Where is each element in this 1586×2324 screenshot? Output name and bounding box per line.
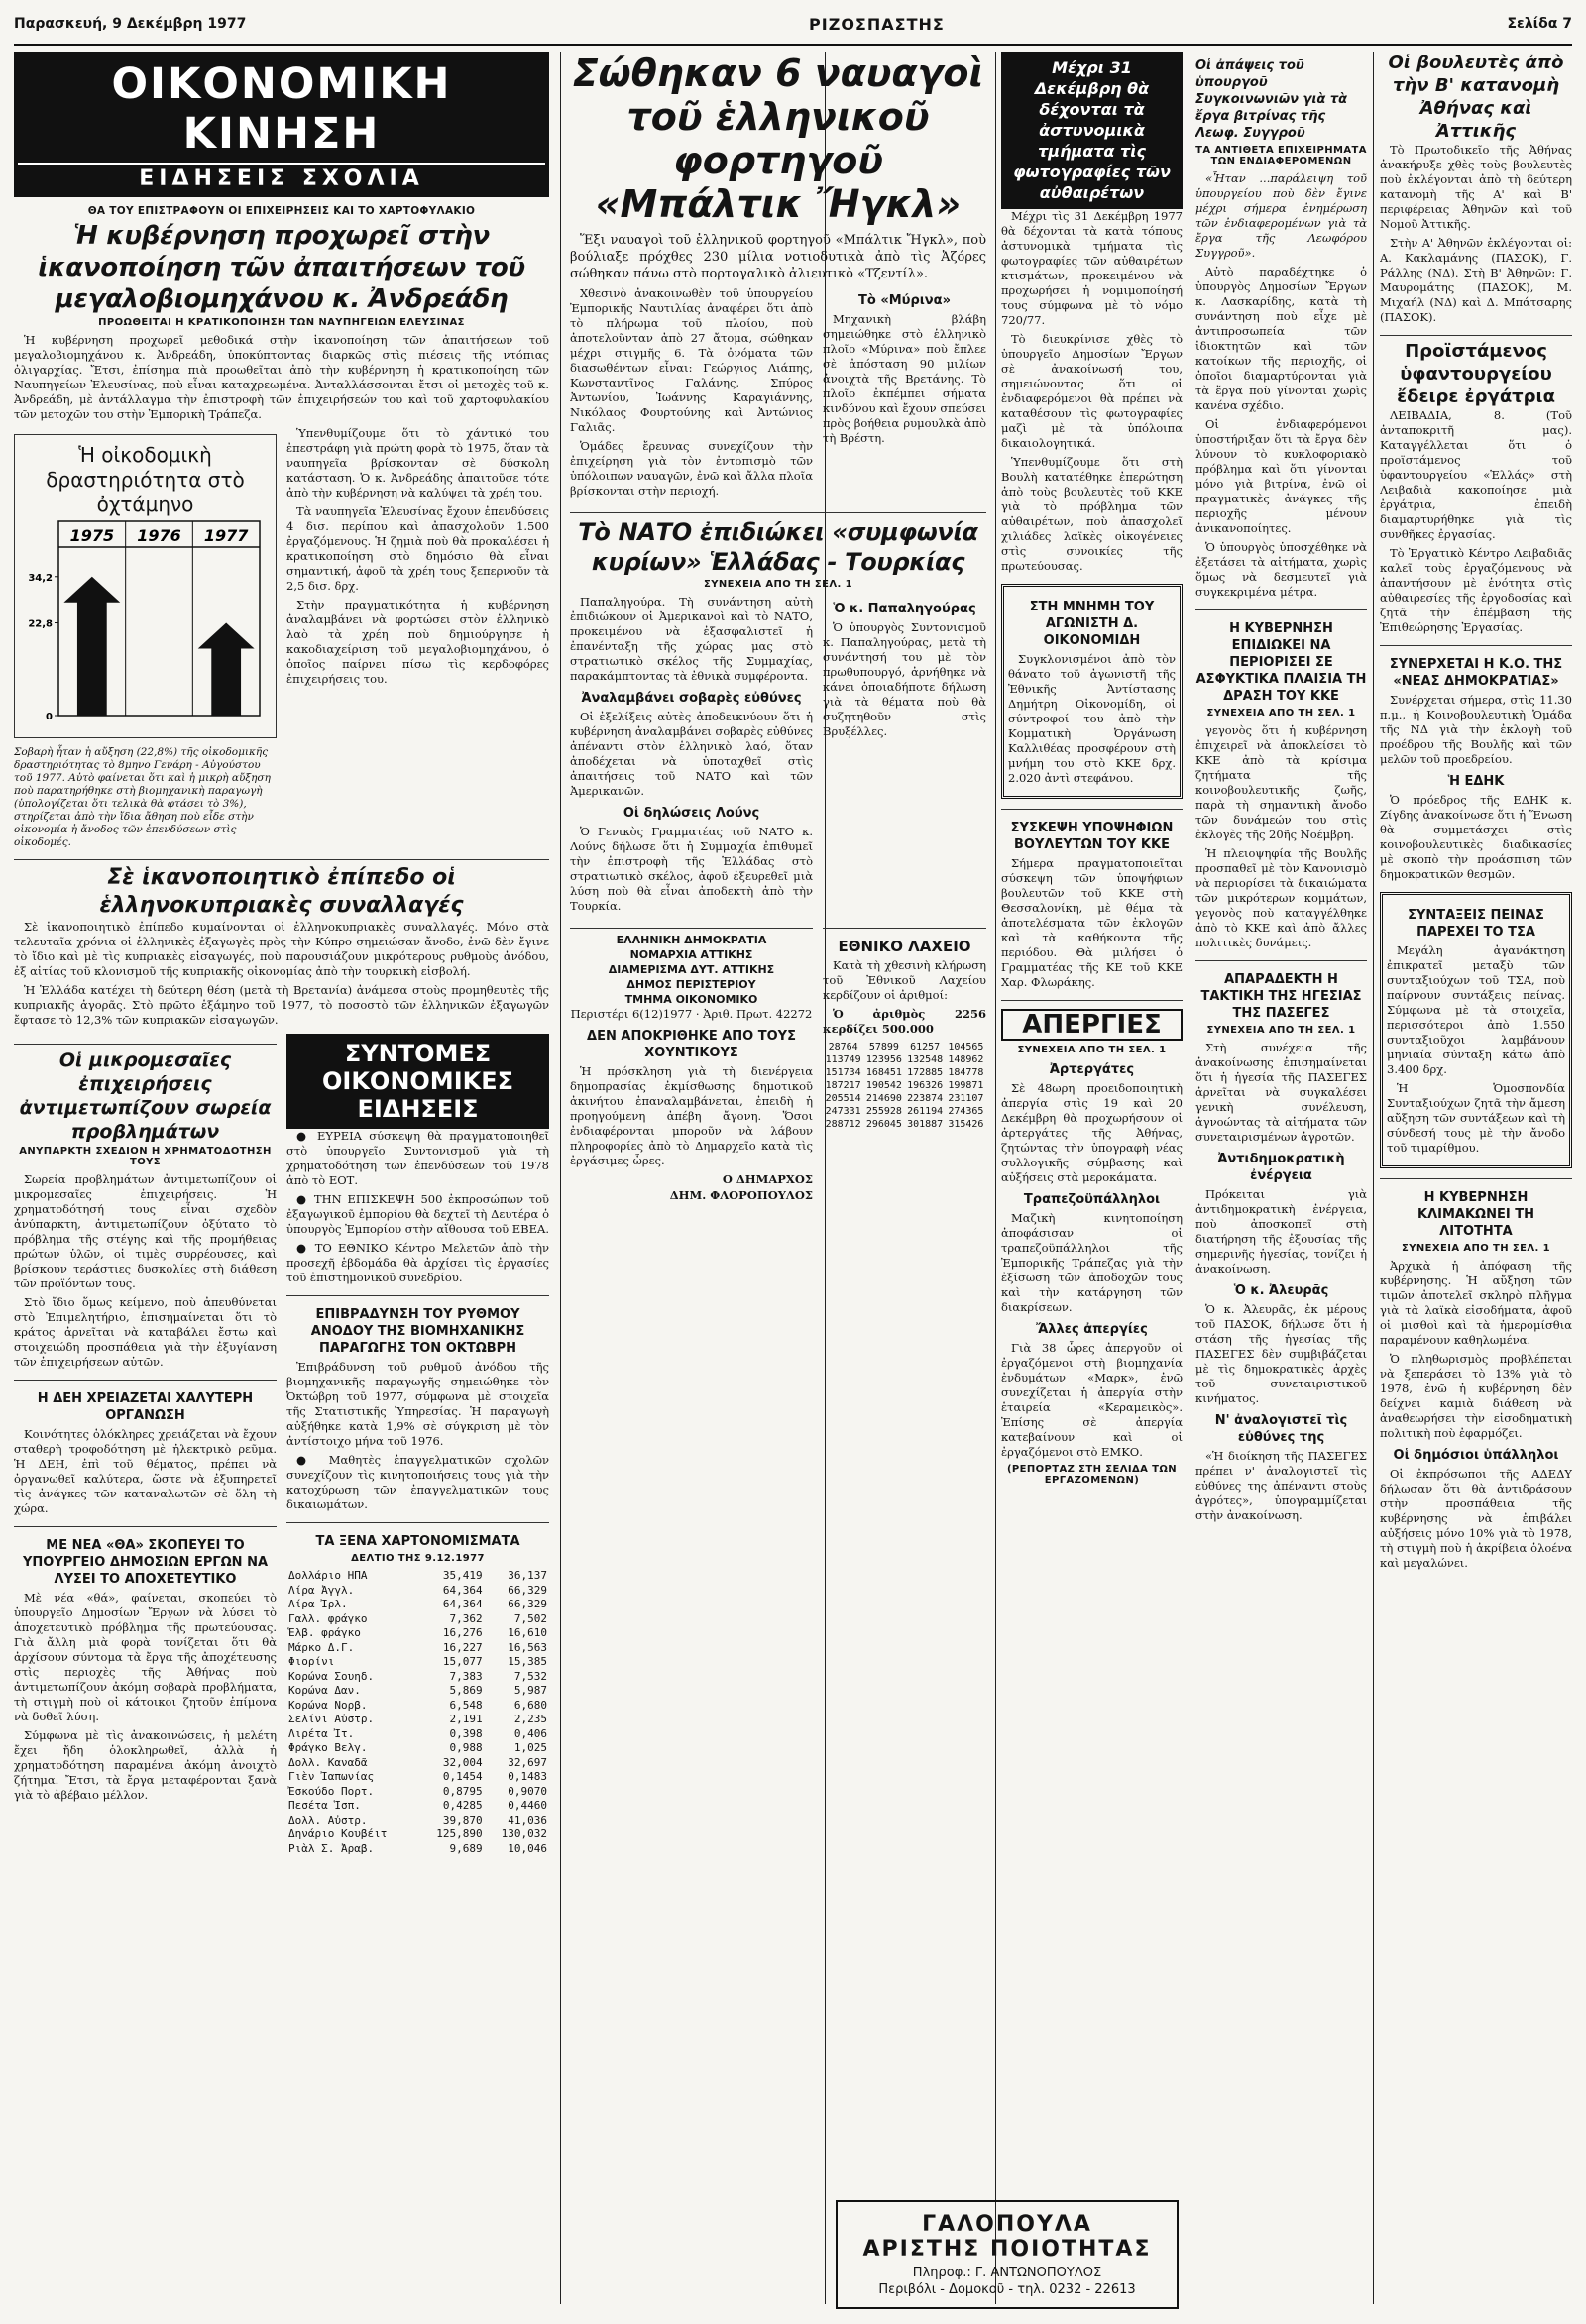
syngrou-headline: Οἱ ἀπάψεις τοῦ ὑπουργοῦ Συγκοινωνιῶν γιὰ τὰ ἔργα βιτρίνας τῆς Λεωφ. Συγγροῦ xyxy=(1195,58,1348,141)
notice-ref: Περιστέρι 6(12)1977 · Ἀριθ. Πρωτ. 42272 xyxy=(570,1007,813,1021)
notice-header-2: ΔΙΑΜΕΡΙΣΜΑ ΔΥΤ. ΑΤΤΙΚΗΣ xyxy=(608,963,775,976)
fx-row xyxy=(286,1799,549,1814)
fx-rate: 0,1483 xyxy=(508,1770,547,1783)
fx-row xyxy=(286,1814,549,1828)
fx-currency: Δηνάριο Κουβέιτ xyxy=(288,1827,388,1840)
lottery-number: 301887 xyxy=(907,1119,944,1130)
mps-body: Τὸ Πρωτοδικεῖο τῆς Ἀθήνας ἀνακήρυξε χθὲς τοὺς βουλευτὲς ποὺ ἐκλέγονται ἀπὸ τὴ δεύτερη κατανομὴ τῆς Α' καὶ Β' περιφέρειας Ἀθηνῶν καὶ τοῦ Νομοῦ Ἀττικῆς. xyxy=(1380,143,1572,231)
fx-rate: 39,870 xyxy=(442,1813,483,1826)
strikes-title: ΑΠΕΡΓΙΕΣ xyxy=(1001,1009,1183,1041)
lottery-number: 168451 xyxy=(865,1067,902,1078)
photo-body: Μέχρι τὶς 31 Δεκέμβρη 1977 θὰ δέχονται τὰ κατὰ τόπους ἀστυνομικὰ τμήματα τὶς φωτογραφίες τῶν αὐθαιρέτων κτισμάτων, προκειμένου νὰ προχωρήσει ἡ νομιμοποίησή τους σύμφωνα μὲ τὸ νόμο 720/77. xyxy=(1001,209,1183,327)
fx-rate: 7,532 xyxy=(513,1669,547,1683)
austerity-body: Ἀρχικὰ ἡ ἀπόφαση τῆς κυβέρνησης. Ἡ αὔξηση τῶν τιμῶν ἀποτελεῖ σκληρὸ πλῆγμα γιὰ τὰ λαϊκὰ εἰσοδήματα, ἀφοῦ οἱ μισθοὶ καὶ τὰ ἡμερομίσθια παραμένουν καθηλωμένα. xyxy=(1380,1259,1572,1347)
works-body: Σύμφωνα μὲ τὶς ἀνακοινώσεις, ἡ μελέτη ἔχει ἤδη ὁλοκληρωθεῖ, ἀλλὰ ἡ χρηματοδότηση παραμένει ἀκόμη ἀνοιχτὸ ζήτημα. Ἔτσι, τὰ ἔργα μεταφέρονται ξανὰ γιὰ τὸ ἀβέβαιο μέλλον. xyxy=(14,1728,277,1802)
fx-rate: 66,329 xyxy=(508,1598,547,1610)
fx-row xyxy=(286,1684,549,1699)
strikes-body: Σὲ 48ωρη προειδοποιητικὴ ἀπεργία στὶς 19 καὶ 20 Δεκέμβρη θὰ προχωρήσουν οἱ ἀρτεργάτες τῆς Ἀθήνας, ζητώντας τὴν ὑπογραφὴ νέας συλλογικῆς σύμβασης καὶ αὐξήσεις στὰ μεροκάματα. xyxy=(1001,1081,1183,1184)
fx-row xyxy=(286,1727,549,1742)
notice-header-1: ΝΟΜΑΡΧΙΑ ΑΤΤΙΚΗΣ xyxy=(629,948,753,961)
column-divider xyxy=(1373,52,1374,2304)
tactic-body: «Ἡ διοίκηση τῆς ΠΑΣΕΓΕΣ πρέπει ν' ἀναλογιστεῖ τὶς εὐθύνες της ἀπέναντι στοὺς ἀγρότες», ὑπογραμμίζεται στὴν ἀνακοίνωση. xyxy=(1195,1449,1367,1522)
lottery-number: 223874 xyxy=(907,1093,944,1104)
strikes-footer: (ΡΕΠΟΡΤΑΖ ΣΤΗ ΣΕΛΙΔΑ ΤΩΝ ΕΡΓΑΖΟΜΕΝΩΝ) xyxy=(1006,1464,1178,1486)
factory-article xyxy=(1380,335,1572,635)
column-divider xyxy=(995,52,996,2304)
fx-rate: 125,890 xyxy=(436,1827,483,1840)
chart-category-label: 1977 xyxy=(203,526,249,545)
fx-row xyxy=(286,1713,549,1727)
column-divider xyxy=(1189,52,1190,2304)
fx-rate: 16,610 xyxy=(508,1626,547,1639)
masthead-rule xyxy=(14,44,1572,46)
austerity-article xyxy=(1380,1178,1572,1571)
fx-table xyxy=(286,1569,549,1856)
fx-rate: 5,869 xyxy=(449,1684,483,1697)
tactic-article xyxy=(1195,960,1367,1523)
article-text: Τὰ ναυπηγεῖα Ἐλευσίνας ἔχουν ἐπενδύσεις 4 δισ. περίπου καὶ ἀπασχολοῦν 1.500 ἐργαζόμενους. Ἡ ζημιὰ ποὺ θὰ προκαλέσει ἡ κρατικοποίηση στὸ δημόσιο θὰ εἶναι σημαντική, ἀφοῦ τὰ χρέη τους ξεπερνοῦν τὰ 2,5 δισ. δρχ. xyxy=(286,504,549,593)
column-divider xyxy=(560,52,561,2304)
construction-chart xyxy=(14,434,277,738)
fx-rate: 7,383 xyxy=(449,1669,483,1683)
small-business-headline: Οἱ μικρομεσαῖες ἐπιχειρήσεις ἀντιμετωπίζουν σωρεία προβλημάτων xyxy=(19,1050,272,1143)
fx-rate: 0,988 xyxy=(449,1741,483,1754)
crisis-kicker: ΣΥΝΕΧΕΙΑ ΑΠΟ ΤΗ ΣΕΛ. 1 xyxy=(1206,708,1356,719)
fx-rate: 0,398 xyxy=(449,1726,483,1740)
strikes-kicker: ΣΥΝΕΧΕΙΑ ΑΠΟ ΤΗ ΣΕΛ. 1 xyxy=(1017,1045,1167,1055)
photo-body: Ὑπενθυμίζουμε ὅτι στὴ Βουλὴ κατατέθηκε ἐπερώτηση ἀπὸ τοὺς βουλευτὲς τοῦ ΚΚΕ γιὰ τὸ πρόβλημα τῶν αὐθαιρέτων, ποὺ ἀπασχολεῖ χιλιάδες λαϊκὲς οἰκογένειες στὶς συνοικίες τῆς πρωτεύουσας. xyxy=(1001,455,1183,573)
fx-rate: 9,689 xyxy=(449,1841,483,1855)
strikes-sub: Τραπεζοϋπάλληλοι xyxy=(1023,1192,1161,1207)
syngrou-body: Οἱ ἐνδιαφερόμενοι ὑποστήριξαν ὅτι τὰ ἔργα δὲν λύνουν τὸ κυκλοφοριακὸ πρόβλημα καὶ ὅτι γίνονται μόνο γιὰ βιτρίνα, ἐνῶ οἱ πραγματικὲς ἀνάγκες τῆς περιοχῆς μένουν ἀνικανοποίητες. xyxy=(1195,417,1367,535)
memory-box xyxy=(1001,584,1183,799)
fx-rate: 0,4285 xyxy=(442,1799,483,1812)
fx-rate: 41,036 xyxy=(508,1813,547,1826)
fx-rate: 10,046 xyxy=(508,1841,547,1855)
austerity-kicker: ΣΥΝΕΧΕΙΑ ΑΠΟ ΤΗ ΣΕΛ. 1 xyxy=(1402,1243,1550,1254)
fx-currency: Ἐσκούδο Πορτ. xyxy=(288,1784,375,1798)
short-news-item: ● ΤΗΝ ΕΠΙΣΚΕΨΗ 500 ἐκπροσώπων τοῦ ἐξαγωγικοῦ ἐμπορίου θὰ δεχτεῖ τὴ Δευτέρα ὁ ὑπουργὸς Ἐμπορίου στὴν αἴθουσα τοῦ ΕΒΕΑ. xyxy=(286,1192,549,1236)
works-headline: ΜΕ ΝΕΑ «ΘΑ» ΣΚΟΠΕΥΕΙ ΤΟ ΥΠΟΥΡΓΕΙΟ ΔΗΜΟΣΙΩΝ ΕΡΓΩΝ ΝΑ ΛΥΣΕΙ ΤΟ ΑΠΟΧΕΤΕΥΤΙΚΟ xyxy=(22,1538,269,1587)
strikes-body: Γιὰ 38 ὧρες ἀπεργοῦν οἱ ἐργαζόμενοι στὴ βιομηχανία ἐνδυμάτων «Μαρκ», ἐνῶ συνεχίζεται ἡ ἀπεργία στὴν ἑταιρεία «Κεραμεικὸς». Ἐπίσης σὲ ἀπεργία κατεβαίνουν καὶ οἱ ἐργαζόμενοι στὸ ΕΜΚΟ. xyxy=(1001,1341,1183,1459)
section-banner xyxy=(14,52,549,197)
lottery-first: Ὁ ἀριθμὸς 2256 κερδίζει 500.000 xyxy=(823,1007,986,1036)
chart-svg xyxy=(23,517,266,725)
lottery-number: 296045 xyxy=(865,1119,902,1130)
fx-rate: 7,362 xyxy=(449,1611,483,1625)
fx-currency: Λίρα Ἰρλ. xyxy=(288,1598,348,1610)
photo-headline: Μέχρι 31 Δεκέμβρη θὰ δέχονται τὰ ἀστυνομικὰ τμήματα τὶς φωτογραφίες τῶν αὐθαιρέτων xyxy=(1001,52,1183,209)
fx-rate: 15,385 xyxy=(508,1655,547,1668)
fx-rate: 130,032 xyxy=(501,1827,547,1840)
candidates-article xyxy=(1001,809,1183,990)
fx-currency: Ἑλβ. φράγκο xyxy=(288,1626,361,1639)
fx-row xyxy=(286,1741,549,1756)
austerity-sub: Οἱ δημόσιοι ὑπάλληλοι xyxy=(1393,1448,1559,1463)
fx-rate: 0,1454 xyxy=(442,1770,483,1783)
fx-currency: Κορώνα Σουηδ. xyxy=(288,1669,375,1683)
notice-body: Ἡ πρόσκληση γιὰ τὴ διενέργεια δημοπρασίας ἐκμίσθωσης δημοτικοῦ ἀκινήτου ἐπαναλαμβάνεται, ἐπειδὴ ἡ προηγούμενη ἀπέβη ἄγονη. Ὅσοι ἐνδιαφέρονται μποροῦν νὰ λάβουν πληροφορίες ἀπὸ τὸ Δημαρχεῖο κατὰ τὶς ἐργάσιμες ὧρες. xyxy=(570,1064,813,1167)
fx-table-section xyxy=(286,1522,549,1856)
murina-subheadline: Τὸ «Μύρινα» xyxy=(858,293,951,308)
austerity-body: Οἱ ἐκπρόσωποι τῆς ΑΔΕΔΥ δήλωσαν ὅτι θὰ ἀντιδράσουν στὴν προσπάθεια τῆς κυβέρνησης νὰ ἐπιβάλει αὐξήσεις μόνο 10% γιὰ τὸ 1978, τὴ στιγμὴ ποὺ ἡ ἀκρίβεια ὁλοένα καὶ μεγαλώνει. xyxy=(1380,1467,1572,1570)
tactic-body: Πρόκειται γιὰ ἀντιδημοκρατικὴ ἐνέργεια, ποὺ ἀποσκοπεῖ στὴ διατήρηση τῆς ἐξουσίας τῆς σημερινῆς ἡγεσίας, τονίζει ἡ ἀνακοίνωση. xyxy=(1195,1187,1367,1275)
lead-kicker: ΘΑ ΤΟΥ ΕΠΙΣΤΡΑΦΟΥΝ ΟΙ ΕΠΙΧΕΙΡΗΣΕΙΣ ΚΑΙ ΤΟ ΧΑΡΤΟΦΥΛΑΚΙΟ xyxy=(87,205,476,217)
factory-body: Τὸ Ἐργατικὸ Κέντρο Λειβαδιᾶς καλεῖ τοὺς ἐργαζόμενους νὰ ἀπαντήσουν μὲ ἑνότητα στὶς αὐθαιρεσίες τῆς ἐργοδοσίας καὶ ζητᾶ τὴν ἐπέμβαση τῆς Ἐπιθεώρησης Ἐργασίας. xyxy=(1380,546,1572,634)
shipwreck-lead: Ἕξι ναυαγοὶ τοῦ ἑλληνικοῦ φορτηγοῦ «Μπάλτικ Ἤγκλ», ποὺ βούλιαξε πρόχθες 230 μίλια νοτιοδυτικὰ ἀπὸ τὶς Ἀζόρες σώθηκαν πάνω στὸ πορτογαλικὸ ἀλιευτικὸ «Τζεντίλ». xyxy=(570,233,986,281)
fx-row xyxy=(286,1641,549,1656)
works-article xyxy=(14,1526,277,1803)
fx-row xyxy=(286,1584,549,1599)
nato-kicker: ΣΥΝΕΧΕΙΑ ΑΠΟ ΤΗ ΣΕΛ. 1 xyxy=(704,579,852,590)
syngrou-body: Αὐτὸ παραδέχτηκε ὁ ὑπουργὸς Δημοσίων Ἔργων κ. Λασκαρίδης, κατὰ τὴ συνάντηση ποὺ εἶχε μὲ ἀντιπροσωπεία τῶν ἰδιοκτητῶν καὶ τῶν κατοίκων τῆς περιοχῆς, οἱ ὁποῖοι διαμαρτύρονται γιὰ τὰ ἔργα ποὺ γίνονται χωρὶς κανένα σχέδιο. xyxy=(1195,265,1367,412)
cyprus-article xyxy=(14,859,549,1028)
fx-currency: Πεσέτα Ἱσπ. xyxy=(288,1799,361,1812)
candidates-body: Σήμερα πραγματοποιεῖται σύσκεψη τῶν ὑποψήφιων βουλευτῶν τοῦ ΚΚΕ στὴ Θεσσαλονίκη, μὲ θέμα τὰ ἀποτελέσματα τῶν ἐκλογῶν καὶ τὰ καθήκοντα τῆς περιόδου. Θὰ μιλήσει ὁ Γραμματέας τῆς ΚΕ τοῦ ΚΚΕ Χαρ. Φλωράκης. xyxy=(1001,856,1183,989)
fx-row xyxy=(286,1598,549,1612)
lottery-number: 184778 xyxy=(948,1067,984,1078)
fx-rate: 64,364 xyxy=(442,1583,483,1597)
energy-article xyxy=(14,1380,277,1516)
lottery-title: ΕΘΝΙΚΟ ΛΑΧΕΙΟ xyxy=(838,938,971,955)
lottery-number: 261194 xyxy=(907,1106,944,1117)
fx-currency: Φιορίνι xyxy=(288,1655,335,1668)
notice-headline: ΔΕΝ ΑΠΟΚΡΙΘΗΚΕ ΑΠΟ ΤΟΥΣ ΧΟΥΝΤΙΚΟΥΣ xyxy=(587,1029,796,1060)
small-business-article xyxy=(14,1044,277,1370)
nato-body: Ὁ ὑπουργὸς Συντονισμοῦ κ. Παπαληγούρας, μετὰ τὴ συνάντησή του μὲ τὸν πρωθυπουργό, ἀρνήθηκε νὰ κάνει ὁποιαδήποτε δήλωση γιὰ τὰ θέματα ποὺ θὰ συζητηθοῦν στὶς Βρυξέλλες. xyxy=(823,620,986,738)
syngrou-body: «Ἦταν ...παράλειψη τοῦ ὑπουργείου ποὺ δὲν ἔγινε μέχρι σήμερα ἐνημέρωση τῶν ἐνδιαφερομένων γιὰ τὰ ἔργα τῆς Λεωφόρου Συγγροῦ». xyxy=(1195,171,1367,260)
short-news-item: ● ΕΥΡΕΙΑ σύσκεψη θὰ πραγματοποιηθεῖ στὸ ὑπουργεῖο Συντονισμοῦ γιὰ τὴ χρηματοδότηση τῶν ἐπενδύσεων τοῦ 1978 ἀπὸ τὸ ΕΟΤ. xyxy=(286,1129,549,1187)
fx-currency: Φράγκο Βελγ. xyxy=(288,1741,368,1754)
austerity-headline: Η ΚΥΒΕΡΝΗΣΗ ΚΛΙΜΑΚΩΝΕΙ ΤΗ ΛΙΤΟΤΗΤΑ xyxy=(1417,1190,1534,1239)
fx-rate: 2,235 xyxy=(513,1713,547,1725)
nato-body: Οἱ ἐξελίξεις αὐτὲς ἀποδεικνύουν ὅτι ἡ κυβέρνηση ἀναλαμβάνει σοβαρὲς εὐθύνες ἀπέναντι στὸν ἑλληνικὸ λαό, ὅταν ἀποδέχεται νὰ ὑποταχθεῖ στὶς ἀπαιτήσεις τοῦ ΝΑΤΟ καὶ τῶν Ἀμερικανῶν. xyxy=(570,710,813,798)
pensions-headline: ΣΥΝΤΑΞΕΙΣ ΠΕΙΝΑΣ ΠΑΡΕΧΕΙ ΤΟ ΤΣΑ xyxy=(1408,908,1544,940)
ad-line: ΑΡΙΣΤΗΣ ΠΟΙΟΤΗΤΑΣ xyxy=(862,2237,1152,2262)
lottery-number: 123956 xyxy=(865,1054,902,1065)
lottery-number: 288712 xyxy=(825,1119,861,1130)
issue-date: Παρασκευή, 9 Δεκέμβρη 1977 xyxy=(14,16,247,32)
tactic-headline: ΑΠΑΡΑΔΕΚΤΗ Η ΤΑΚΤΙΚΗ ΤΗΣ ΗΓΕΣΙΑΣ ΤΗΣ ΠΑΣΕΓΕΣ xyxy=(1200,972,1362,1021)
fx-rate: 16,276 xyxy=(442,1626,483,1639)
newspaper-name: ΡΙΖΟΣΠΑΣΤΗΣ xyxy=(809,14,945,34)
nd-headline: ΣΥΝΕΡΧΕΤΑΙ Η Κ.Ο. ΤΗΣ «ΝΕΑΣ ΔΗΜΟΚΡΑΤΙΑΣ» xyxy=(1389,657,1563,689)
fx-currency: Δολλ. Αὐστρ. xyxy=(288,1813,368,1826)
strikes-article xyxy=(1001,1000,1183,1486)
fx-row xyxy=(286,1612,549,1627)
murina-body: Μηχανικὴ βλάβη σημειώθηκε στὸ ἑλληνικὸ πλοῖο «Μύρινα» ποὺ ἔπλεε σὲ ἀπόσταση 90 μιλίων ἀνοιχτὰ τῆς Βρετάνης. Τὸ πλοῖο ἐκπέμπει σήματα κινδύνου καὶ ἔχουν σπεύσει πρὸς βοήθεια ρυμουλκὰ ἀπὸ τὴ Βρέστη. xyxy=(823,312,986,445)
crisis-article xyxy=(1195,609,1367,950)
fx-row xyxy=(286,1770,549,1785)
lottery-number: 199871 xyxy=(948,1080,984,1091)
strikes-body: Μαζικὴ κινητοποίηση ἀποφάσισαν οἱ τραπεζοϋπάλληλοι τῆς Ἐμπορικῆς Τράπεζας γιὰ τὴν ἐξίσωση τῶν ἀποδοχῶν τους καὶ τὴν κατάργηση τῶν διακρίσεων. xyxy=(1001,1211,1183,1314)
ad-line: ΓΑΛΟΠΟΥΛΑ xyxy=(922,2212,1092,2237)
lottery-number: 255928 xyxy=(865,1106,902,1117)
lottery-number: 132548 xyxy=(907,1054,944,1065)
nato-sub: Ὁ κ. Παπαληγούρας xyxy=(833,602,976,616)
nd-sub: Ἡ ΕΔΗΚ xyxy=(1447,774,1505,789)
chart-bar-arrow xyxy=(63,577,120,716)
tactic-sub: Ἀντιδημοκρατικὴ ἐνέργεια xyxy=(1217,1152,1345,1183)
fx-row xyxy=(286,1842,549,1857)
lottery-number: 113749 xyxy=(825,1054,861,1065)
memory-title: ΣΤΗ ΜΝΗΜΗ ΤΟΥ ΑΓΩΝΙΣΤΗ Δ. ΟΙΚΟΝΟΜΙΔΗ xyxy=(1029,600,1155,648)
column-7 xyxy=(1380,52,1572,2301)
fx-currency: Κορώνα Νορβ. xyxy=(288,1698,368,1712)
lottery-number: 274365 xyxy=(948,1106,984,1117)
fx-rate: 15,077 xyxy=(442,1655,483,1668)
fx-rate: 16,563 xyxy=(508,1640,547,1654)
lottery-number: 231107 xyxy=(948,1093,984,1104)
lottery-number: 151734 xyxy=(825,1067,861,1078)
chart-caption: Σοβαρὴ ἦταν ἡ αὔξηση (22,8%) τῆς οἰκοδομικῆς δραστηριότητας τὸ 8μηνο Γενάρη - Αὐγούστου τοῦ 1977. Αὐτὸ φαίνεται ὅτι καὶ ἡ μικρὴ αὔξηση ποὺ παρατηρήθηκε στὴ βιομηχανικὴ παραγωγὴ (ὑπολογίζεται ὅτι τελικὰ θὰ φτάσει τὸ 3%), στηρίζεται ἀπὸ τὴν ἴδια ἄθηση ποὺ εἶδε στὴν οἰκονομία ἡ ἄνοδος τῶν ἐπενδύσεων στὶς οἰκοδομές. xyxy=(14,746,271,848)
fx-headline: ΤΑ ΞΕΝΑ ΧΑΡΤΟΝΟΜΙΣΜΑΤΑ xyxy=(315,1534,520,1549)
tactic-body: Στὴ συνέχεια τῆς ἀνακοίνωσης ἐπισημαίνεται ὅτι ἡ ἡγεσία τῆς ΠΑΣΕΓΕΣ ἀρνεῖται νὰ συγκαλέσει γενικὴ συνέλευση, ἀγνοώντας τὰ αἰτήματα τῶν συνεταιρισμένων ἀγροτῶν. xyxy=(1195,1041,1367,1144)
fx-row xyxy=(286,1756,549,1771)
fx-rate: 0,4460 xyxy=(508,1799,547,1812)
crisis-body: Ἡ πλειοψηφία τῆς Βουλῆς προσπαθεῖ μὲ τὸν Κανονισμὸ νὰ περιορίσει τὰ δικαιώματα τῶν μικρότερων κομμάτων, γεγονὸς ποὺ καταγγέλθηκε ἀπὸ τὸ ΚΚΕ καὶ ἀπὸ ἄλλες πολιτικὲς δυνάμεις. xyxy=(1195,846,1367,949)
lottery-number: 315426 xyxy=(948,1119,984,1130)
tactic-sub: Ν' ἀναλογιστεῖ τὶς εὐθύνες της xyxy=(1214,1413,1348,1445)
fx-rate: 64,364 xyxy=(442,1598,483,1610)
fx-row xyxy=(286,1626,549,1641)
lottery-number: 61257 xyxy=(910,1042,941,1052)
short-news-item: ● ΤΟ ΕΘΝΙΚΟ Κέντρο Μελετῶν ἀπὸ τὴν προσεχῆ ἑβδομάδα θὰ ἀρχίσει τὶς ἐργασίες τοῦ ἐπιστημονικοῦ συνεδρίου. xyxy=(286,1241,549,1284)
nato-body: Ὁ Γενικὸς Γραμματέας τοῦ ΝΑΤΟ κ. Λούνς δήλωσε ὅτι ἡ Συμμαχία ἐπιθυμεῖ τὴν ἐπιστροφὴ τῆς Ἑλλάδας στὸ στρατιωτικὸ σκέλος, ἀφοῦ ἐξευρεθεῖ μιὰ λύση ποὺ θὰ εἶναι ἀποδεκτὴ ἀπὸ τὴν Τουρκία. xyxy=(570,825,813,913)
pensions-box xyxy=(1380,892,1572,1168)
strikes-sub: Ἄλλες ἀπεργίες xyxy=(1036,1322,1148,1337)
fx-rate: 0,406 xyxy=(513,1726,547,1740)
tactic-sub: Ὁ κ. Ἀλευρᾶς xyxy=(1233,1283,1329,1298)
lottery-number: 172885 xyxy=(907,1067,944,1078)
small-business-body: Σωρεία προβλημάτων ἀντιμετωπίζουν οἱ μικρομεσαῖες ἐπιχειρήσεις. Ἡ χρηματοδότησή τους εἶναι σχεδὸν ἀνύπαρκτη, ἀντιμετωπίζουν ὀξύτατο τὸ πρόβλημα τῆς στέγης καὶ τῆς προμήθειας πρώτων ὑλῶν, οἱ τιμὲς συρρέουσες, καὶ βρίσκουν τεράστιες δυσκολίες στὴ διάθεση τῶν προϊόντων τους. xyxy=(14,1172,277,1290)
column-5 xyxy=(1001,52,1183,2301)
column-4 xyxy=(835,99,988,2299)
fx-row xyxy=(286,1699,549,1714)
lottery-number: 190542 xyxy=(865,1080,902,1091)
syngrou-body: Ὁ ὑπουργὸς ὑποσχέθηκε νὰ ἐξετάσει τὰ αἰτήματα, χωρὶς ὅμως νὰ δεσμευτεῖ γιὰ συγκεκριμένα μέτρα. xyxy=(1195,540,1367,599)
nato-body: Παπαληγούρα. Τὴ συνάντηση αὐτὴ ἐπιδιώκουν οἱ Ἀμερικανοὶ καὶ τὸ ΝΑΤΟ, προκειμένου νὰ ἐξασφαλιστεῖ ἡ ἐπανένταξη τῆς χώρας μας στὸ στρατιωτικὸ σκέλος τῆς Συμμαχίας, παρακάμπτοντας τὰ ἐθνικὰ συμφέροντα. xyxy=(570,595,813,683)
fx-currency: Μάρκο Δ.Γ. xyxy=(288,1640,355,1654)
fx-rate: 32,697 xyxy=(508,1755,547,1769)
nd-article xyxy=(1380,645,1572,882)
chart-category-label: 1975 xyxy=(69,526,115,545)
cyprus-body: Ἡ Ἑλλάδα κατέχει τὴ δεύτερη θέση (μετὰ τὴ Βρετανία) ἀνάμεσα στοὺς προμηθευτὲς τῆς κυπριακῆς ἀγορᾶς. Στὸ πρῶτο ἑξάμηνο τοῦ 1977, τὸ ποσοστὸ τῶν ἑλληνικῶν ἐξαγωγῶν ἔφτασε τὸ 12,3% τῶν κυπριακῶν εἰσαγωγῶν. xyxy=(14,983,549,1027)
notice-signature: Ο ΔΗΜΑΡΧΟΣ xyxy=(722,1172,813,1186)
nd-body: Συνέρχεται σήμερα, στὶς 11.30 π.μ., ἡ Κοινοβουλευτικὴ Ὁμάδα τῆς ΝΔ γιὰ τὴν ἐκλογὴ τοῦ προέδρου τῆς Βουλῆς καὶ τῶν μελῶν τοῦ προεδρείου. xyxy=(1380,693,1572,766)
chart-y-tick-label: 22,8 xyxy=(28,618,53,630)
works-body: Μὲ νέα «θά», φαίνεται, σκοπεύει τὸ ὑπουργεῖο Δημοσίων Ἔργων νὰ λύσει τὸ ἀποχετευτικὸ πρόβλημα τῆς πρωτεύουσας. Γιὰ ἄλλη μιὰ φορὰ τονίζεται ὅτι θὰ ἀρχίσουν σύντομα τὰ ἔργα τῆς ἀποχέτευσης στὶς περιοχὲς τῆς Ἀθήνας ποὺ ἀντιμετωπίζουν ἀκόμη σοβαρὰ προβλήματα, τὴ στιγμὴ ποὺ οἱ κάτοικοι ζητοῦν ἐπίμονα νὰ δοθεῖ λύση. xyxy=(14,1591,277,1723)
fx-rate: 2,191 xyxy=(449,1713,483,1725)
nato-headline: Τὸ ΝΑΤΟ ἐπιδιώκει «συμφωνία κυρίων» Ἑλλάδας - Τουρκίας xyxy=(578,518,978,576)
notice-header-4: ΤΜΗΜΑ ΟΙΚΟΝΟΜΙΚΟ xyxy=(624,993,758,1006)
fx-currency: Κορώνα Δαν. xyxy=(288,1684,361,1697)
fx-rate: 16,227 xyxy=(442,1640,483,1654)
fx-currency: Σελίνι Αὐστρ. xyxy=(288,1713,375,1725)
shipwreck-headline: Σώθηκαν 6 ναυαγοὶ τοῦ ἑλληνικοῦ φορτηγοῦ «Μπάλτικ Ἤγκλ» xyxy=(572,52,984,226)
ad-line: Πληροφ.: Γ. ΑΝΤΩΝΟΠΟΥΛΟΣ xyxy=(912,2266,1102,2280)
fx-row xyxy=(286,1655,549,1670)
memory-body: Συγκλονισμένοι ἀπὸ τὸν θάνατο τοῦ ἀγωνιστῆ τῆς Ἐθνικῆς Ἀντίστασης Δημήτρη Οἰκονομίδη, οἱ σύντροφοί του ἀπὸ τὴν Κομματικὴ Ὀργάνωση Καλλιθέας προσφέρουν στὴ μνήμη του στὸ ΚΚΕ δρχ. 2.020 ἀντὶ στεφάνου. xyxy=(1008,652,1176,785)
nato-sub: Ἀναλαμβάνει σοβαρὲς εὐθύνες xyxy=(581,691,802,706)
syngrou-sub: ΤΑ ΑΝΤΙΘΕΤΑ ΕΠΙΧΕΙΡΗΜΑΤΑ ΤΩΝ ΕΝΔΙΑΦΕΡΟΜΕΝΩΝ xyxy=(1195,145,1367,166)
lottery-number: 57899 xyxy=(868,1042,899,1052)
section-title: ΟΙΚΟΝΟΜΙΚΗ ΚΙΝΗΣΗ xyxy=(111,59,452,159)
mps-headline: Οἱ βουλευτὲς ἀπὸ τὴν Β' κατανομὴ Ἀθήνας καὶ Ἀττικῆς xyxy=(1388,53,1564,142)
austerity-body: Ὁ πληθωρισμὸς προβλέπεται νὰ ξεπεράσει τὸ 13% γιὰ τὸ 1978, ἐνῶ ἡ κυβέρνηση δὲν δείχνει καμιὰ διάθεση νὰ ἀναθεωρήσει τὴν εἰσοδηματικὴ πολιτικὴ ποὺ ἐφαρμόζει. xyxy=(1380,1352,1572,1440)
nd-body: Ὁ πρόεδρος τῆς ΕΔΗΚ κ. Ζίγδης ἀνακοίνωσε ὅτι ἡ Ἕνωση θὰ συμμετάσχει στὶς κοινοβουλευτικὲς διαδικασίες μὲ σκοπὸ τὴν προάσπιση τῶν δημοκρατικῶν θεσμῶν. xyxy=(1380,793,1572,881)
page-number: Σελίδα 7 xyxy=(1507,16,1572,32)
fx-rate: 66,329 xyxy=(508,1583,547,1597)
fx-rate: 0,9070 xyxy=(508,1784,547,1798)
lottery-number: 214690 xyxy=(865,1093,902,1104)
section-subtitle: ΕΙΔΗΣΕΙΣ ΣΧΟΛΙΑ xyxy=(18,163,545,191)
energy-headline: Η ΔΕΗ ΧΡΕΙΑΖΕΤΑΙ ΧΑΛΥΤΕΡΗ ΟΡΓΑΝΩΣΗ xyxy=(37,1391,254,1423)
notice-header-0: ΕΛΛΗΝΙΚΗ ΔΗΜΟΚΡΑΤΙΑ xyxy=(616,934,767,946)
fx-rate: 36,137 xyxy=(508,1569,547,1582)
photo-body: Τὸ διευκρίνισε χθὲς τὸ ὑπουργεῖο Δημοσίων Ἔργων σὲ ἀνακοίνωσή του, σημειώνοντας ὅτι οἱ ἐνδιαφερόμενοι θὰ πρέπει νὰ καταθέσουν τὶς φωτογραφίες μαζὶ μὲ τὰ ὑπόλοιπα δικαιολογητικά. xyxy=(1001,332,1183,450)
growth-body: Ἐπιβράδυνση τοῦ ρυθμοῦ ἀνόδου τῆς βιομηχανικῆς παραγωγῆς σημειώθηκε τὸν Ὀκτώβρη τοῦ 1977, σύμφωνα μὲ στοιχεῖα τῆς Στατιστικῆς Ὑπηρεσίας. Ἡ παραγωγὴ αὐξήθηκε κατὰ 1,9% σὲ σύγκριση μὲ τὸν ἀντίστοιχο μήνα τοῦ 1976. xyxy=(286,1360,549,1448)
chart-category-label: 1976 xyxy=(137,526,181,545)
fx-rate: 6,680 xyxy=(513,1698,547,1712)
growth-article xyxy=(286,1295,549,1512)
small-business-sub: ΑΝΥΠΑΡΚΤΗ ΣΧΕΔΙΟΝ Η ΧΡΗΜΑΤΟΔΟΤΗΣΗ ΤΟΥΣ xyxy=(19,1146,272,1167)
short-news-box: ΣΥΝΤΟΜΕΣ ΟΙΚΟΝΟΜΙΚΕΣ ΕΙΔΗΣΕΙΣ xyxy=(286,1034,549,1129)
article-text: Στὴν πραγματικότητα ἡ κυβέρνηση ἀναλαμβάνει νὰ φορτώσει στὸν ἑλληνικὸ λαὸ τὰ χρέη ποὺ δημιούργησε ἡ κακοδιαχείριση τοῦ μεγαλοβιομηχάνου, ὁ ὁποῖος παίρνει πίσω τὶς κερδοφόρες ἐπιχειρήσεις του. xyxy=(286,598,549,686)
fx-row xyxy=(286,1827,549,1842)
fx-row xyxy=(286,1785,549,1800)
crisis-body: γεγονὸς ὅτι ἡ κυβέρνηση ἐπιχειρεῖ νὰ ἀποκλείσει τὸ ΚΚΕ ἀπὸ τὰ κρίσιμα ζητήματα τῆς κοινοβουλευτικῆς ζωῆς, παρὰ τὴ σημαντικὴ ἄνοδο τῶν δυνάμεών του στὶς ἐκλογὲς τῆς 20ῆς Νοέμβρη. xyxy=(1195,723,1367,841)
chart-y-tick-label: 0 xyxy=(46,712,53,722)
masthead xyxy=(14,4,1572,44)
lead-headline: Ἡ κυβέρνηση προχωρεῖ στὴν ἱκανοποίηση τῶν ἀπαιτήσεων τοῦ μεγαλοβιομηχάνου κ. Ἀνδρεάδη xyxy=(38,221,525,314)
fx-currency: Λίρα Ἀγγλ. xyxy=(288,1583,355,1597)
candidates-title: ΣΥΣΚΕΨΗ ΥΠΟΨΗΦΙΩΝ ΒΟΥΛΕΥΤΩΝ ΤΟΥ ΚΚΕ xyxy=(1010,821,1174,852)
fx-currency: Λιρέτα Ἰτ. xyxy=(288,1726,355,1740)
lottery-number: 247331 xyxy=(825,1106,861,1117)
factory-body: ΛΕΙΒΑΔΙΑ, 8. (Τοῦ ἀνταποκριτῆ μας). Καταγγέλλεται ὅτι ὁ προϊστάμενος τοῦ ὑφαντουργείου «Ἑλλάς» στὴ Λειβαδιὰ κακοποίησε μιὰ ἐργάτρια, ἐπειδὴ διαμαρτυρήθηκε γιὰ τὶς συνθῆκες ἐργασίας. xyxy=(1380,408,1572,541)
fx-rate: 7,502 xyxy=(513,1611,547,1625)
lead-body: Ἡ κυβέρνηση προχωρεῖ μεθοδικά στὴν ἱκανοποίηση τῶν ἀπαιτήσεων τοῦ μεγαλοβιομηχάνου κ. Ἀνδρεάδη, ὑποκύπτοντας διαρκῶς στὶς πιέσεις τῆς ντόπιας ὀλιγαρχίας. Ἔτσι, ἐπίσημα πιὰ προωθεῖται ἀπὸ τὴν κυβέρνηση ἡ κρατικοποίηση τῶν Ναυπηγείων Ἐλευσίνας, ποὺ εἶναι καταχρεωμένα. Ἀνταλλάσσονται ἔτσι οἱ μετοχὲς τοῦ κ. Ἀνδρεάδη, μὲ ἀντάλλαγμα τὴν ἐπιστροφὴ τῶν ἐπιχειρήσεών του καὶ τοῦ χαρτοφυλακίου τῶν μετοχῶν του στὴν Ἐμπορικὴ Τράπεζα. xyxy=(14,333,549,421)
energy-body: Κοινότητες ὁλόκληρες χρειάζεται νὰ ἔχουν σταθερὴ τροφοδότηση μὲ ἠλεκτρικὸ ρεῦμα. Ἡ ΔΕΗ, ἐπὶ τοῦ θέματος, πρέπει νὰ ὀργανωθεῖ καλύτερα, ὥστε νὰ ἐξυπηρετεῖ τὶς ἀνάγκες τῶν καταναλωτῶν σὲ ὅλη τὴ χώρα. xyxy=(14,1427,277,1515)
fx-date: ΔΕΛΤΙΟ ΤΗΣ 9.12.1977 xyxy=(351,1553,485,1564)
fx-currency: Δολλάριο ΗΠΑ xyxy=(288,1569,368,1582)
fx-rate: 32,004 xyxy=(442,1755,483,1769)
ad-box xyxy=(836,2200,1179,2309)
cyprus-headline: Σὲ ἱκανοποιητικὸ ἐπίπεδο οἱ ἑλληνοκυπριακὲς συναλλαγές xyxy=(99,865,464,918)
tactic-body: Ὁ κ. Ἀλευρᾶς, ἐκ μέρους τοῦ ΠΑΣΟΚ, δήλωσε ὅτι ἡ στάση τῆς ἡγεσίας τῆς ΠΑΣΕΓΕΣ δὲν συμβιβάζεται μὲ τὶς δημοκρατικὲς ἀρχὲς τοῦ συνεταιριστικοῦ κινήματος. xyxy=(1195,1302,1367,1405)
tactic-kicker: ΣΥΝΕΧΕΙΑ ΑΠΟ ΤΗ ΣΕΛ. 1 xyxy=(1206,1025,1356,1036)
fx-row xyxy=(286,1569,549,1584)
column-6 xyxy=(1195,52,1367,2301)
lottery-intro: Κατὰ τὴ χθεσινὴ κλήρωση τοῦ Ἐθνικοῦ Λαχείου κερδίζουν οἱ ἀριθμοί: xyxy=(823,958,986,1002)
lottery-number: 28764 xyxy=(828,1042,858,1052)
chart-title: Ἡ οἰκοδομικὴ δραστηριότητα στὸ ὀχτάμηνο xyxy=(46,443,245,516)
lottery-number: 104565 xyxy=(948,1042,984,1052)
shipwreck-body: Χθεσινὸ ἀνακοινωθὲν τοῦ ὑπουργείου Ἐμπορικῆς Ναυτιλίας ἀναφέρει ὅτι ἀπὸ τὸ πλήρωμα τοῦ πλοίου, ποὺ ἀποτελοῦνταν ἀπὸ 27 ἄτομα, σώθηκαν μέχρι στιγμῆς 6. Τὰ ὀνόματα τῶν διασωθέντων εἶναι: Γεώργιος Λιάπης, Κωνσταντῖνος Γαλάνης, Σπύρος Ἀντωνίου, Ἰωάννης Καραγιάννης, Νικόλαος Φουρτούνης καὶ Ἀντώνιος Γαλιᾶς. xyxy=(570,286,813,434)
fx-currency: Γιὲν Ἰαπωνίας xyxy=(288,1770,375,1783)
crisis-headline: Η ΚΥΒΕΡΝΗΣΗ ΕΠΙΔΙΩΚΕΙ ΝΑ ΠΕΡΙΟΡΙΣΕΙ ΣΕ ΑΣΦΥΚΤΙΚΑ ΠΛΑΙΣΙΑ ΤΗ ΔΡΑΣΗ ΤΟΥ ΚΚΕ xyxy=(1195,621,1367,704)
fx-row xyxy=(286,1670,549,1685)
lottery-number: 187217 xyxy=(825,1080,861,1091)
fx-rate: 5,987 xyxy=(513,1684,547,1697)
chart-bar-arrow xyxy=(198,623,255,716)
strikes-sub: Ἀρτεργάτες xyxy=(1049,1062,1135,1077)
fx-rate: 35,419 xyxy=(442,1569,483,1582)
nato-sub: Οἱ δηλώσεις Λούνς xyxy=(623,806,760,821)
lottery-number: 205514 xyxy=(825,1093,861,1104)
lottery-number: 148962 xyxy=(948,1054,984,1065)
ad-line: Περιβόλι - Δομοκοῦ - τηλ. 0232 - 22613 xyxy=(878,2282,1136,2297)
mps-body: Στὴν Α' Ἀθηνῶν ἐκλέγονται οἱ: Α. Κακλαμάνης (ΠΑΣΟΚ), Γ. Ράλλης (ΝΔ). Στὴ Β' Ἀθηνῶν: Γ. Μαυρομάτης (ΠΑΣΟΚ), Μ. Μιχαήλ (ΝΔ) καὶ Δ. Μπάτσαρης (ΠΑΣΟΚ). xyxy=(1380,236,1572,324)
lead-subheadline: ΠΡΟΩΘΕΙΤΑΙ Η ΚΡΑΤΙΚΟΠΟΙΗΣΗ ΤΩΝ ΝΑΥΠΗΓΕΙΩΝ ΕΛΕΥΣΙΝΑΣ xyxy=(98,317,465,328)
shipwreck-body: Ὁμάδες ἔρευνας συνεχίζουν τὴν ἐπιχείρηση γιὰ τὸν ἐντοπισμὸ τῶν ὑπόλοιπων ναυαγῶν, ἐνῶ καὶ ἄλλα πλοῖα βρίσκονται στὴν περιοχή. xyxy=(570,439,813,498)
notice-header-3: ΔΗΜΟΣ ΠΕΡΙΣΤΕΡΙΟΥ xyxy=(626,978,756,991)
notice-signature: ΔΗΜ. ΦΛΟΡΟΠΟΥΛΟΣ xyxy=(669,1188,813,1202)
chart-y-tick-label: 34,2 xyxy=(28,572,53,584)
turkey-ad xyxy=(836,2190,1179,2309)
growth-headline: ΕΠΙΒΡΑΔΥΝΣΗ ΤΟΥ ΡΥΘΜΟΥ ΑΝΟΔΟΥ ΤΗΣ ΒΙΟΜΗΧΑΝΙΚΗΣ ΠΑΡΑΓΩΓΗΣ ΤΟΝ ΟΚΤΩΒΡΗ xyxy=(310,1307,525,1356)
article-text: Ὑπενθυμίζουμε ὅτι τὸ χάντικό του ἐπεστράφη γιὰ πρώτη φορὰ τὸ 1975, ὅταν τὰ ναυπηγεῖα βρίσκονταν σὲ δύσκολη κατάσταση. Ὁ κ. Ἀνδρεάδης ἀπαιτοῦσε τότε ἀπὸ τὴν κυβέρνηση νὰ καλύψει τὰ χρέη του. xyxy=(286,426,549,499)
fx-rate: 1,025 xyxy=(513,1741,547,1754)
fx-currency: Γαλλ. φράγκο xyxy=(288,1611,368,1625)
lottery-number: 196326 xyxy=(907,1080,944,1091)
fx-rate: 0,8795 xyxy=(442,1784,483,1798)
small-business-body: Στὸ ἴδιο ὅμως κείμενο, ποὺ ἀπευθύνεται στὸ Ἐπιμελητήριο, ἐπισημαίνεται ὅτι τὸ κράτος ἀρνεῖται νὰ καταβάλει ἔστω καὶ στοιχειώδη προσπάθεια γιὰ τὴν ἐξυγίανση τῶν ἐπιχειρήσεων αὐτῶν. xyxy=(14,1295,277,1369)
pensions-body: Ἡ Ὁμοσπονδία Συνταξιούχων ζητᾶ τὴν ἄμεση αὔξηση τῶν συντάξεων καὶ τὴ σύνδεσή τους μὲ τὴν ἄνοδο τοῦ τιμαρίθμου. xyxy=(1387,1081,1565,1155)
pensions-body: Μεγάλη ἀγανάκτηση ἐπικρατεῖ μεταξὺ τῶν συνταξιούχων τοῦ ΤΣΑ, ποὺ παίρνουν συντάξεις πείνας. Σύμφωνα μὲ τὰ στοιχεῖα, περισσότεροι ἀπὸ 1.550 συνταξιοῦχοι λαμβάνουν μηνιαία σύνταξη κάτω ἀπὸ 3.400 δρχ. xyxy=(1387,943,1565,1076)
column-1 xyxy=(14,52,549,2301)
factory-headline: Προϊστάμενος ὑφαντουργείου ἔδειρε ἐργάτρια xyxy=(1397,341,1555,407)
growth-body: ● Μαθητὲς ἐπαγγελματικῶν σχολῶν συνεχίζουν τὶς κινητοποιήσεις τους γιὰ τὴν κατοχύρωση τῶν ἐπαγγελματικῶν τους δικαιωμάτων. xyxy=(286,1453,549,1511)
fx-currency: Ριὰλ Σ. Ἀραβ. xyxy=(288,1841,375,1855)
fx-currency: Δολλ. Καναδᾶ xyxy=(288,1755,368,1769)
cyprus-body: Σὲ ἱκανοποιητικὸ ἐπίπεδο κυμαίνονται οἱ ἑλληνοκυπριακὲς συναλλαγές. Μόνο στὰ τελευταῖα χρόνια οἱ ἑλληνικὲς ἐξαγωγὲς πρὸς τὴν Κύπρο σημειώσαν ἄνοδο, ἐνῶ δὲν ἔγινε τὸ ἴδιο καὶ μὲ τὶς κυπριακὲς εἰσαγωγές, ποὺ παρουσιάζουν μικρότερους ρυθμοὺς ἀνόδου, ἐξ αἰτίας τοῦ κλονισμοῦ τῆς κυπριακῆς οἰκονομίας ἀπὸ τὴν τουρκικὴ εἰσβολή. xyxy=(14,920,549,978)
fx-rate: 6,548 xyxy=(449,1698,483,1712)
